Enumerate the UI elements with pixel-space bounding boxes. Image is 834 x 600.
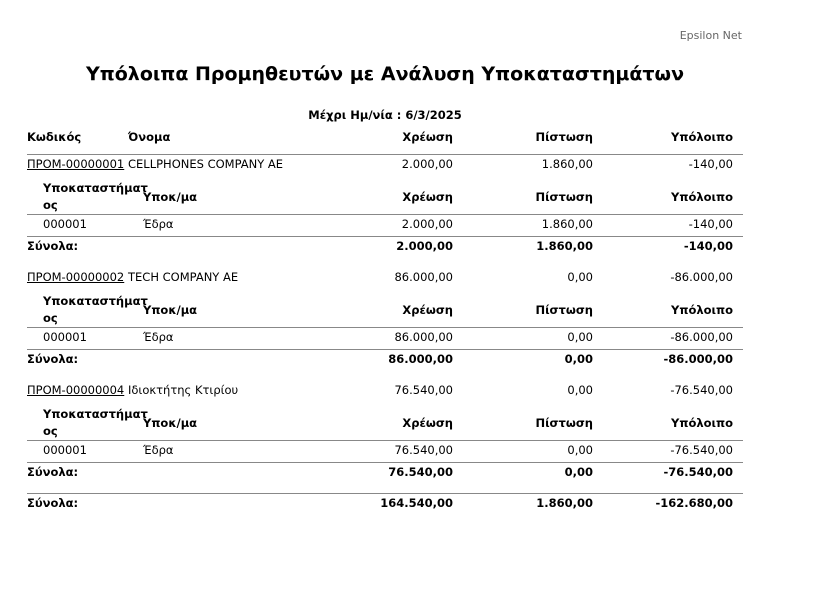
branch-credit: 0,00 xyxy=(567,330,593,344)
branch-header-credit: Πίστωση xyxy=(535,303,593,317)
grand-totals-debit: 164.540,00 xyxy=(380,496,453,510)
branch-row xyxy=(27,213,743,235)
branch-name: Έδρα xyxy=(143,330,174,344)
branch-name: Έδρα xyxy=(143,217,174,231)
branch-header-code-line1: Υποκαταστήματ xyxy=(43,181,148,195)
grand-totals-label: Σύνολα: xyxy=(27,496,79,510)
branch-header-name: Υποκ/μα xyxy=(143,303,198,317)
supplier-row xyxy=(27,153,743,175)
header-code: Κωδικός xyxy=(27,130,82,144)
supplier-debit: 76.540,00 xyxy=(394,383,453,397)
supplier-name: Ιδιοκτήτης Κτιρίου xyxy=(128,383,239,397)
totals-credit: 1.860,00 xyxy=(536,239,593,253)
branch-name: Έδρα xyxy=(143,443,174,457)
branch-credit: 0,00 xyxy=(567,443,593,457)
branch-header-code-line2: ος xyxy=(43,198,58,212)
totals-label: Σύνολα: xyxy=(27,465,79,479)
branch-header-name: Υποκ/μα xyxy=(143,416,198,430)
totals-debit: 76.540,00 xyxy=(388,465,453,479)
supplier-code-link[interactable]: ΠΡΟΜ-00000001 xyxy=(27,157,125,171)
totals-debit: 86.000,00 xyxy=(388,352,453,366)
totals-credit: 0,00 xyxy=(564,352,593,366)
totals-debit: 2.000,00 xyxy=(396,239,453,253)
branch-balance: -140,00 xyxy=(688,217,733,231)
branch-header-balance: Υπόλοιπο xyxy=(671,416,733,430)
branch-header-code-line1: Υποκαταστήματ xyxy=(43,294,148,308)
branch-balance: -86.000,00 xyxy=(670,330,733,344)
totals-balance: -86.000,00 xyxy=(663,352,733,366)
supplier-credit: 0,00 xyxy=(567,270,593,284)
branch-header-debit: Χρέωση xyxy=(402,303,453,317)
branch-header-balance: Υπόλοιπο xyxy=(671,303,733,317)
branch-balance: -76.540,00 xyxy=(670,443,733,457)
supplier-credit: 1.860,00 xyxy=(541,157,593,171)
header-balance: Υπόλοιπο xyxy=(671,130,733,144)
branch-header-credit: Πίστωση xyxy=(535,416,593,430)
supplier-debit: 86.000,00 xyxy=(394,270,453,284)
supplier-code-link[interactable]: ΠΡΟΜ-00000004 xyxy=(27,383,125,397)
branch-debit: 76.540,00 xyxy=(394,443,453,457)
totals-balance: -76.540,00 xyxy=(663,465,733,479)
supplier-row xyxy=(27,266,743,288)
totals-label: Σύνολα: xyxy=(27,239,79,253)
header-credit: Πίστωση xyxy=(535,130,593,144)
column-header-row xyxy=(27,126,743,148)
report-title: Υπόλοιπα Προμηθευτών με Ανάλυση Υποκαταστημάτων xyxy=(85,63,685,85)
branch-code: 000001 xyxy=(43,330,87,344)
grand-totals-balance: -162.680,00 xyxy=(655,496,733,510)
branch-debit: 2.000,00 xyxy=(401,217,453,231)
branch-header-debit: Χρέωση xyxy=(402,190,453,204)
supplier-balance: -86.000,00 xyxy=(670,270,733,284)
supplier-row xyxy=(27,379,743,401)
brand-label: Epsilon Net xyxy=(679,29,742,42)
supplier-balance: -76.540,00 xyxy=(670,383,733,397)
supplier-totals-row xyxy=(27,235,743,257)
branch-header-name: Υποκ/μα xyxy=(143,190,198,204)
branch-credit: 1.860,00 xyxy=(541,217,593,231)
totals-balance: -140,00 xyxy=(683,239,733,253)
branch-header-code-line2: ος xyxy=(43,424,58,438)
branch-row xyxy=(27,439,743,461)
grand-totals-row xyxy=(27,492,743,514)
branch-debit: 86.000,00 xyxy=(394,330,453,344)
supplier-totals-row xyxy=(27,348,743,370)
supplier-debit: 2.000,00 xyxy=(401,157,453,171)
supplier-balance: -140,00 xyxy=(688,157,733,171)
report-subtitle: Μέχρι Ημ/νία : 6/3/2025 xyxy=(308,108,462,122)
supplier-totals-row xyxy=(27,461,743,483)
branch-header-credit: Πίστωση xyxy=(535,190,593,204)
supplier-credit: 0,00 xyxy=(567,383,593,397)
totals-label: Σύνολα: xyxy=(27,352,79,366)
branch-header-code-line1: Υποκαταστήματ xyxy=(43,407,148,421)
totals-credit: 0,00 xyxy=(564,465,593,479)
supplier-code-link[interactable]: ΠΡΟΜ-00000002 xyxy=(27,270,125,284)
branch-header-code-line2: ος xyxy=(43,311,58,325)
branch-header-balance: Υπόλοιπο xyxy=(671,190,733,204)
branch-code: 000001 xyxy=(43,443,87,457)
header-name: Όνομα xyxy=(128,130,171,144)
branch-code: 000001 xyxy=(43,217,87,231)
branch-header-debit: Χρέωση xyxy=(402,416,453,430)
grand-totals-credit: 1.860,00 xyxy=(536,496,593,510)
branch-row xyxy=(27,326,743,348)
supplier-name: TECH COMPANY AE xyxy=(128,270,239,284)
supplier-name: CELLPHONES COMPANY AE xyxy=(128,157,284,171)
header-debit: Χρέωση xyxy=(402,130,453,144)
